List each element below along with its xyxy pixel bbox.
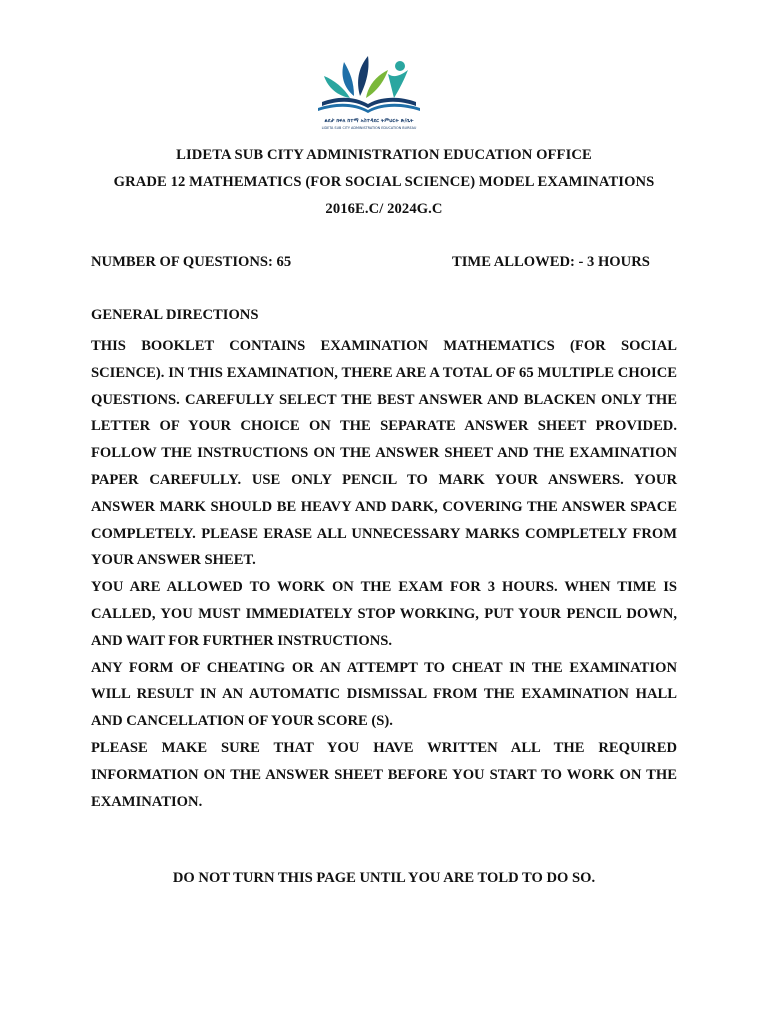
exam-year: 2016E.C/ 2024G.C	[325, 201, 443, 217]
number-of-questions: NUMBER OF QUESTIONS: 65	[91, 254, 292, 270]
exam-title: GRADE 12 MATHEMATICS (FOR SOCIAL SCIENCE) MODEL EXAMINATIONS	[113, 174, 655, 190]
logo-caption-amharic: ልደታ ክፍለ ከተማ አስተዳደር ትምህርት ጽ/ቤት	[324, 118, 414, 124]
directions-paragraph: THIS BOOKLET CONTAINS EXAMINATION MATHEMATICS (FOR SOCIAL SCIENCE). IN THIS EXAMINATION, THERE ARE A TOTAL OF 65 MULTIPLE CHOICE QUESTIONS. CAREFULLY SELECT THE BEST ANSWER AND BLACKEN ONLY THE LETTER OF YOUR CHOICE ON THE SEPARATE ANSWER SHEET PROVIDED. FOLLOW THE INSTRUCTIONS ON THE ANSWER SHEET AND THE EXAMINATION PAPER CAREFULLY. USE ONLY PENCIL TO MARK YOUR ANSWERS. YOUR ANSWER MARK SHOULD BE HEAVY AND DARK, COVERING THE ANSWER SPACE COMPLETELY. PLEASE ERASE ALL UNNECESSARY MARKS COMPLETELY FROM YOUR ANSWER SHEET.	[91, 338, 677, 569]
general-directions-heading: GENERAL DIRECTIONS	[91, 307, 259, 323]
directions-paragraph: YOU ARE ALLOWED TO WORK ON THE EXAM FOR 3 HOURS. WHEN TIME IS CALLED, YOU MUST IMMEDIATELY STOP WORKING, PUT YOUR PENCIL DOWN, AND WAIT FOR FURTHER INSTRUCTIONS.	[91, 579, 677, 649]
do-not-turn-notice: DO NOT TURN THIS PAGE UNTIL YOU ARE TOLD TO DO SO.	[172, 870, 596, 886]
directions-paragraph: ANY FORM OF CHEATING OR AN ATTEMPT TO CHEAT IN THE EXAMINATION WILL RESULT IN AN AUTOMATIC DISMISSAL FROM THE EXAMINATION HALL AND CANCELLATION OF YOUR SCORE (S).	[91, 659, 677, 730]
education-bureau-logo-icon	[314, 52, 424, 138]
time-allowed: TIME ALLOWED: - 3 HOURS	[452, 254, 650, 270]
directions-paragraph: PLEASE MAKE SURE THAT YOU HAVE WRITTEN ALL THE REQUIRED INFORMATION ON THE ANSWER SHEET BEFORE YOU START TO WORK ON THE EXAMINATION.	[91, 739, 677, 810]
general-directions-body	[91, 333, 677, 815]
office-title: LIDETA SUB CITY ADMINISTRATION EDUCATION OFFICE	[176, 147, 592, 163]
logo-caption-english: LIDETA SUB CITY ADMINISTRATION EDUCATION BUREAU	[321, 126, 417, 130]
